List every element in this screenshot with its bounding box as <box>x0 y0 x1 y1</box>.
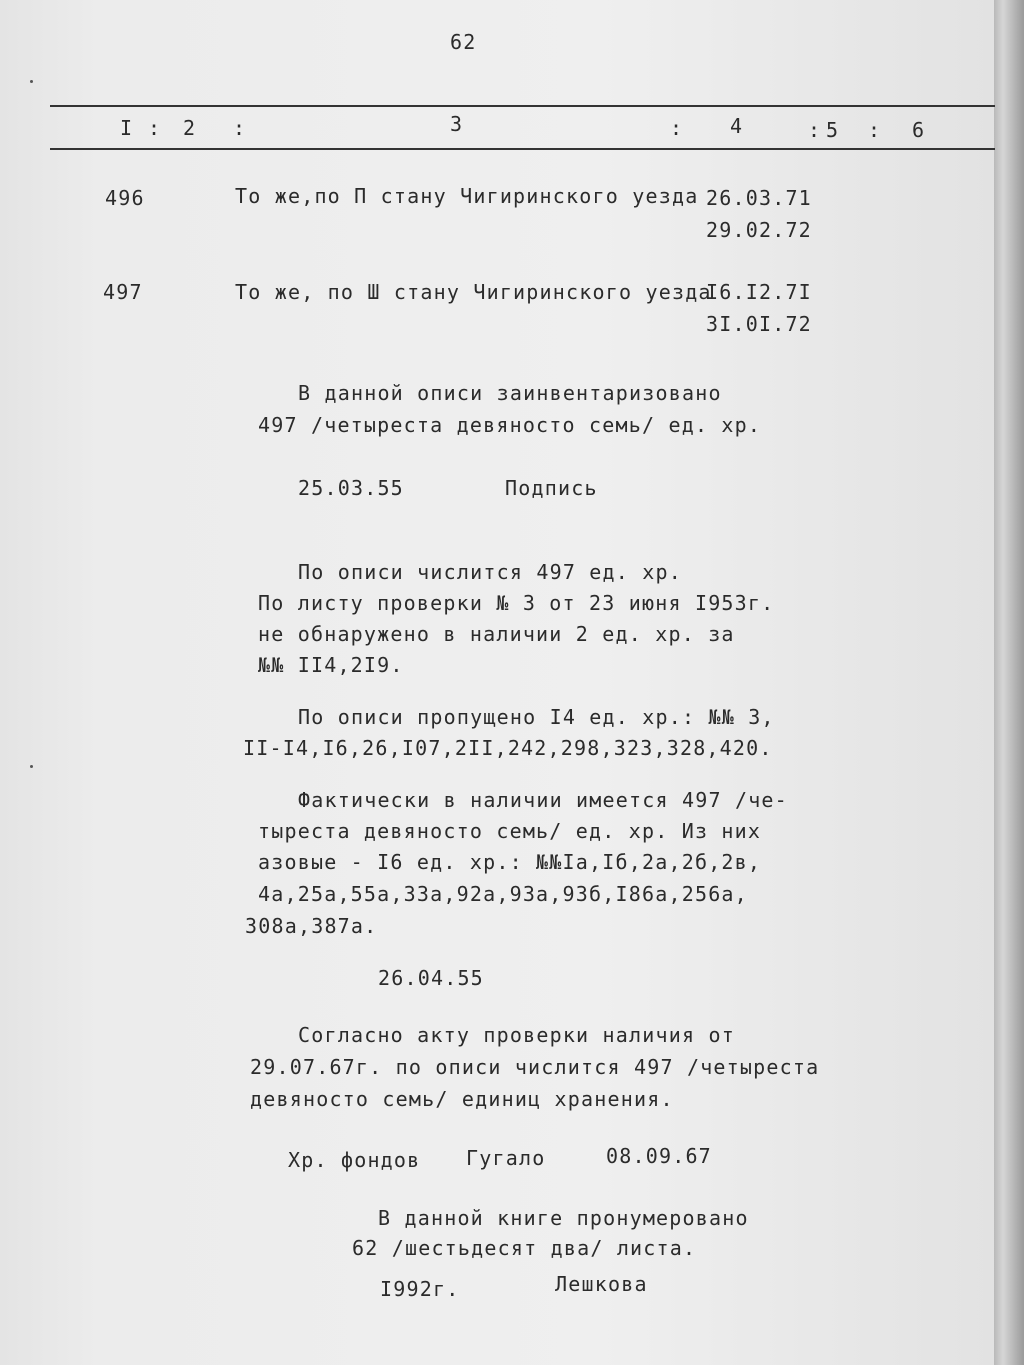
paragraph-line: 308а,387а. <box>245 914 378 938</box>
entry-title: То же,по П стану Чигиринского уезда <box>235 184 699 208</box>
entry-date-end: 3I.0I.72 <box>706 312 812 336</box>
page-edge-shadow <box>994 0 1024 1365</box>
column-separator: : <box>233 116 247 140</box>
paragraph-line: азовые - I6 ед. хр.: №№Iа,Iб,2а,2б,2в, <box>258 850 762 874</box>
paragraph-line: По листу проверки № 3 от 23 июня I953г. <box>258 591 775 615</box>
summary-date: 25.03.55 <box>298 476 404 500</box>
actual-date: 26.04.55 <box>378 966 484 990</box>
summary-line: 497 /четыреста девяносто семь/ ед. хр. <box>258 413 762 437</box>
paragraph-line: 29.07.67г. по описи числится 497 /четыреста <box>250 1055 820 1079</box>
page-number: 62 <box>450 30 477 54</box>
paragraph-line: Согласно акту проверки наличия от <box>298 1023 735 1047</box>
entry-date-start: 26.03.71 <box>706 186 812 210</box>
paragraph-line: не обнаружено в наличии 2 ед. хр. за <box>258 622 735 646</box>
column-4-header: 4 <box>730 114 744 138</box>
column-3-header: 3 <box>450 112 464 136</box>
paper-speck <box>30 765 33 768</box>
final-year: I992г. <box>380 1277 460 1301</box>
act-role: Хр. фондов <box>288 1148 421 1172</box>
paragraph-line: №№ II4,2I9. <box>258 653 404 677</box>
column-2-header: 2 <box>183 116 197 140</box>
final-line: 62 /шестьдесят два/ листа. <box>352 1236 697 1260</box>
column-6-header: 6 <box>912 118 926 142</box>
column-separator: : <box>808 118 822 142</box>
paragraph-line: Фактически в наличии имеется 497 /че- <box>298 788 788 812</box>
entry-title: То же, по Ш стану Чигиринского уезда <box>235 280 712 304</box>
entry-date-start: I6.I2.7I <box>706 280 812 304</box>
paragraph-line: тыреста девяносто семь/ ед. хр. Из них <box>258 819 762 843</box>
entry-date-end: 29.02.72 <box>706 218 812 242</box>
column-separator: : <box>670 116 684 140</box>
column-1-header: I <box>120 116 134 140</box>
paragraph-line: По описи числится 497 ед. хр. <box>298 560 682 584</box>
paper-speck <box>30 80 33 83</box>
final-line: В данной книге пронумеровано <box>378 1206 749 1230</box>
paragraph-line: II-I4,I6,26,I07,2II,242,298,323,328,420. <box>243 736 773 760</box>
column-separator: : <box>148 116 162 140</box>
paragraph-line: По описи пропущено I4 ед. хр.: №№ 3, <box>298 705 775 729</box>
column-separator: : <box>868 118 882 142</box>
column-5-header: 5 <box>826 118 840 142</box>
final-name: Лешкова <box>555 1272 648 1296</box>
act-date: 08.09.67 <box>606 1144 712 1168</box>
header-top-rule <box>50 105 995 107</box>
summary-signature: Подпись <box>505 476 598 500</box>
entry-number: 496 <box>105 186 145 210</box>
summary-line: В данной описи заинвентаризовано <box>298 381 722 405</box>
act-name: Гугало <box>466 1146 546 1170</box>
entry-number: 497 <box>103 280 143 304</box>
header-bottom-rule <box>50 148 995 150</box>
paragraph-line: девяносто семь/ единиц хранения. <box>250 1087 674 1111</box>
paragraph-line: 4а,25а,55а,33а,92а,93а,93б,I86а,256а, <box>258 882 748 906</box>
